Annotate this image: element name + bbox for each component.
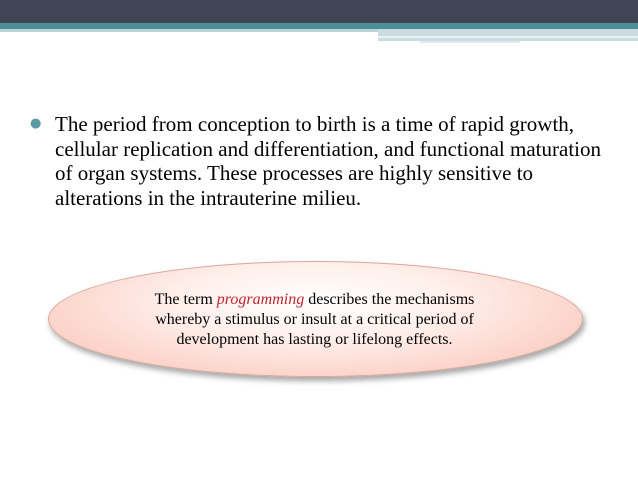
header-accent-line [378, 36, 638, 38]
callout-highlight-term: programming [216, 291, 305, 308]
header-band-dark [0, 0, 638, 23]
bullet-item [30, 112, 605, 210]
callout-line-2: whereby a stimulus or insult at a critical period of [155, 311, 474, 328]
callout-line-1-after: describes the mechanisms [304, 291, 475, 308]
callout-line-1 [48, 290, 581, 310]
bullet-text: The period from conception to birth is a time of rapid growth, cellular replication and differentiation, and functional maturation of organ systems. These processes are highly sensitive to alterations in the intrauterine milieu. [55, 112, 601, 210]
header-band-accent [378, 29, 638, 41]
callout-line-1-before: The term [154, 291, 217, 308]
bullet-dot-icon: ● [30, 116, 42, 131]
callout-text [48, 290, 581, 350]
header-accent-line-short [420, 41, 520, 43]
callout-line-3: development has lasting or lifelong effects. [176, 331, 453, 348]
